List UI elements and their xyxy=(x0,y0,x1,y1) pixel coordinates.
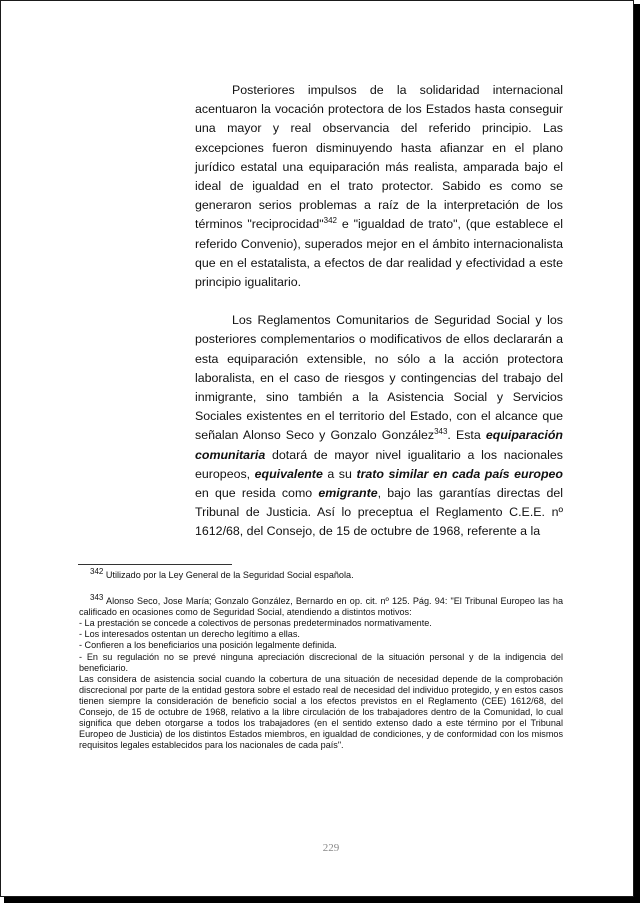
paragraph-1-text-b: e "igualdad de trato", (que establece el referido Convenio), superados mejor en el ámbito internacionalista que en el estatalista, a efectos de dar realidad y efectividad a este principio igualitario. xyxy=(195,217,563,290)
footnote-343-intro xyxy=(79,593,563,618)
paragraph-2-text-c: dotará de mayor nivel igualitario a los nacionales europeos, xyxy=(195,447,563,481)
footnote-separator xyxy=(78,564,232,565)
page-number: 229 xyxy=(322,842,340,854)
footnote-343-closing: Las considera de asistencia social cuando la cobertura de una situación de necesidad depende de la comprobación discrecional por parte de la entidad gestora sobre el estado real de necesidad del individuo protegido, y en estos casos tienen siempre la consideración de beneficio social a los efectos previstos en el Reglamento (CEE) 1612/68, del Consejo, de 15 de octubre de 1968, relativo a la libre circulación de los trabajadores dentro de la Comunidad, lo cual significa que deben otorgarse a todos los trabajadores (en el sentido extenso dado a este término por el Tribunal Europeo de Justicia) de los distintos Estados miembros, en igualdad de condiciones, y de conformidad con los mismos requisitos legales establecidos para los nacionales de cada país". xyxy=(79,673,563,751)
footnote-list-item: - En su regulación no se prevé ninguna apreciación discrecional de la situación personal y de la indigencia del beneficiario. xyxy=(79,651,563,673)
page-shadow-bottom xyxy=(4,897,640,903)
footnote-list-item: - Confieren a los beneficiarios una posición legalmente definida. xyxy=(79,640,337,651)
footnote-ref-343[interactable]: 343 xyxy=(434,427,448,437)
emphasis-equivalente: equivalente xyxy=(254,466,323,481)
paragraph-2-text-b: . Esta xyxy=(447,428,486,443)
footnote-342-text: Utilizado por la Ley General de la Seguridad Social española. xyxy=(103,570,354,580)
footnote-list-item: - La prestación se concede a colectivos de personas predeterminados normativamente. xyxy=(79,618,432,629)
footnote-343 xyxy=(79,593,563,751)
footnote-number-343: 343 xyxy=(90,593,104,603)
footnote-number-342: 342 xyxy=(90,566,104,576)
footnote-ref-342[interactable]: 342 xyxy=(323,216,338,226)
emphasis-trato-similar: trato similar en cada país europeo xyxy=(356,466,563,481)
footnote-list-item: - Los interesados ostentan un derecho legítimo a ellas. xyxy=(79,629,300,640)
footnote-343-intro-text: Alonso Seco, Jose María; Gonzalo González, Bernardo en op. cit. nº 125. Pág. 94: "El Tribunal Europeo las ha calificado en ocasiones como de Seguridad Social, atendiendo a distintos motivos: xyxy=(79,596,563,618)
paragraph-2-text-e: en que resida como xyxy=(195,486,319,501)
paragraph-reglamentos-comunitarios xyxy=(195,311,563,541)
paragraph-2-text-d: a su xyxy=(322,466,357,481)
paragraph-solidaridad-internacional xyxy=(195,81,563,292)
paragraph-2-text-f: , bajo las garantías directas del Tribunal de Justicia. Así lo preceptua el Reglamento C.E.E. nº 1612/68, del Consejo, de 15 de octubre de 1968, referente a la xyxy=(195,486,563,539)
emphasis-equiparacion-comunitaria: equiparación comunitaria xyxy=(195,428,563,462)
page-shadow-right xyxy=(634,4,640,903)
emphasis-emigrante: emigrante xyxy=(318,486,378,501)
footnotes-area xyxy=(79,566,563,751)
paragraph-1-text-a: Posteriores impulsos de la solidaridad internacional acentuaron la vocación protectora de los Estados hasta conseguir una mayor y real observancia del referido principio. Las excepciones fueron disminuyendo hasta afianzar en el plano jurídico estatal una equiparación más realista, amparada bajo el ideal de igualdad en el trato protector. Sabido es como se generaron serios problemas a raíz de la interpretación de los términos "reciprocidad" xyxy=(195,83,563,232)
footnote-342 xyxy=(79,566,563,581)
main-body-text xyxy=(195,81,563,542)
paragraph-2-text-a: Los Reglamentos Comunitarios de Seguridad Social y los posteriores complementarios o modificativos de ellos declararán a esta equiparación extensible, no sólo a la acción protectora laboralista, en el caso de riesgos y contingencias del trabajo del inmigrante, sino también a la Asistencia Social y Servicios Sociales existentes en el territorio del Estado, con el alcance que señalan Alonso Seco y Gonzalo González xyxy=(195,313,563,443)
